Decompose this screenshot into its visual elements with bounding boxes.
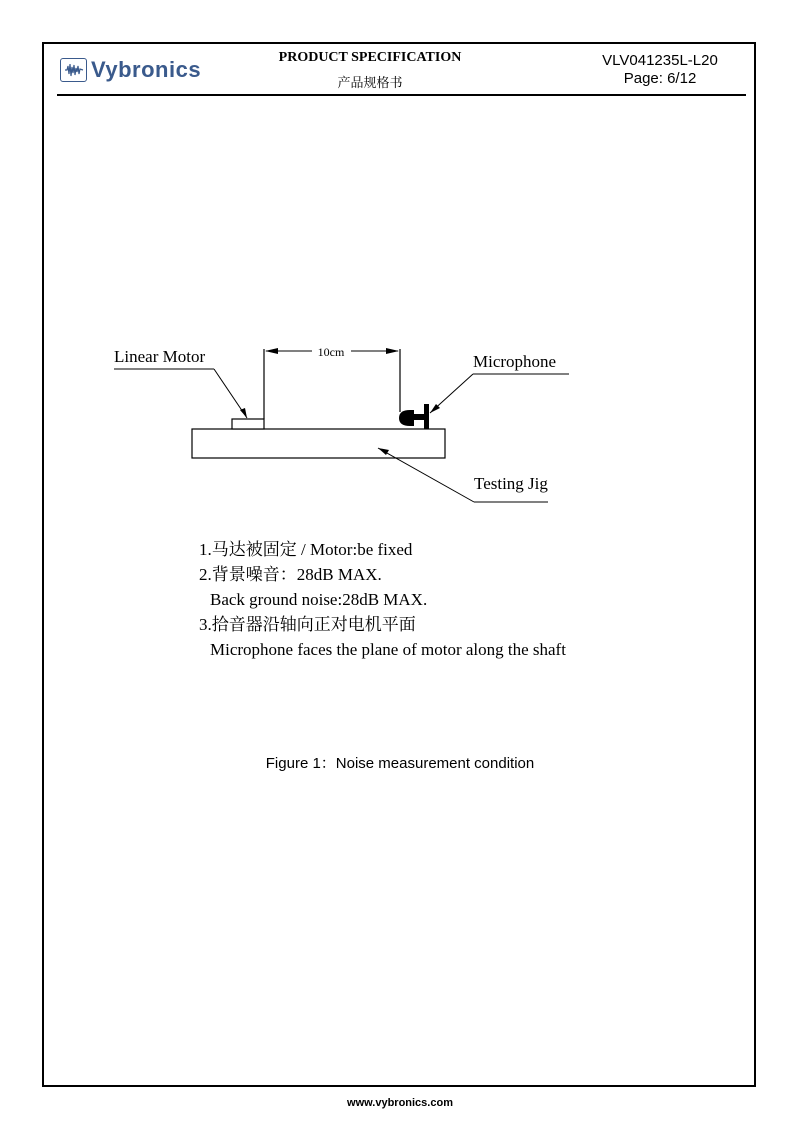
test-notes: [199, 537, 566, 662]
dimension-arrow-right: [386, 348, 399, 354]
distance-label: 10cm: [317, 345, 345, 359]
note-1: 1.马达被固定 / Motor:be fixed: [199, 540, 413, 559]
note-3: 3.拾音器沿轴向正对电机平面: [199, 615, 416, 634]
figure-caption: Figure 1：Noise measurement condition: [265, 755, 535, 772]
linear-motor: [232, 419, 264, 429]
page-number: Page: 6/12: [623, 70, 697, 87]
microphone-clamp: [424, 404, 429, 429]
note-2-en: Back ground noise:28dB MAX.: [210, 590, 428, 609]
note-3-en: Microphone faces the plane of motor along the shaft: [210, 640, 566, 659]
doc-number: VLV041235L-L20: [602, 52, 718, 69]
microphone-label: Microphone: [473, 352, 557, 371]
microphone: [399, 410, 414, 426]
document-title: PRODUCT SPECIFICATION: [278, 50, 462, 65]
testing-jig-label: Testing Jig: [474, 474, 548, 493]
logo-text: Vybronics: [91, 57, 202, 82]
document-title-cn: 产品规格书: [337, 75, 403, 90]
dimension-arrow-left: [265, 348, 278, 354]
testing-jig: [192, 429, 445, 458]
note-2: 2.背景噪音：28dB MAX.: [199, 565, 382, 584]
footer-website[interactable]: www.vybronics.com: [347, 1097, 453, 1109]
linear-motor-label: Linear Motor: [114, 347, 206, 366]
